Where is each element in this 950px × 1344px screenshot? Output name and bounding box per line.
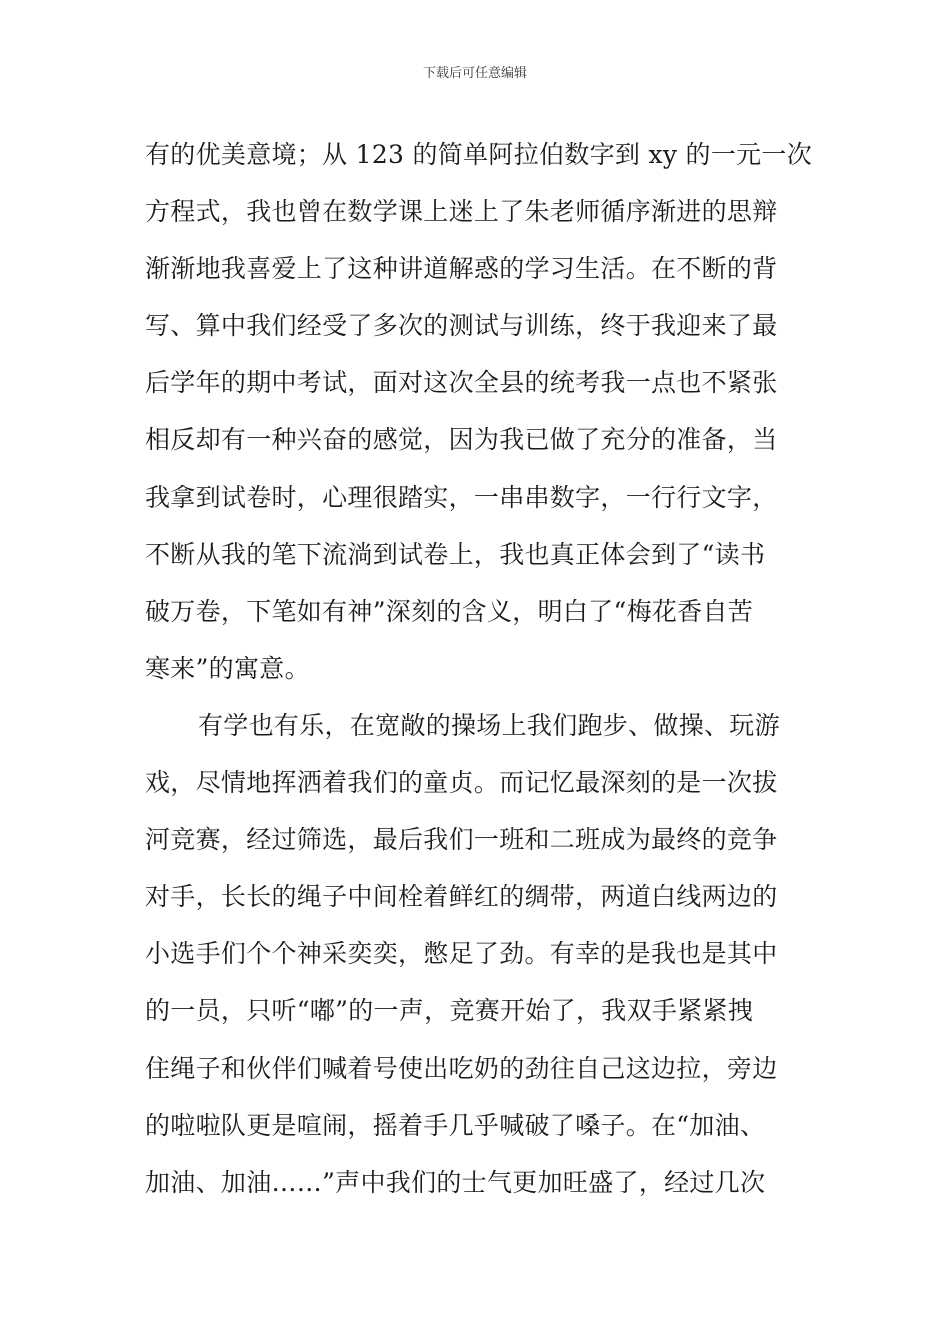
text-line: 的一员，只听“嘟”的一声，竞赛开始了，我双手紧紧拽	[145, 996, 754, 1026]
text-line: 寒来”的寓意。	[145, 653, 310, 683]
text-line: 的啦啦队更是喧闹，摇着手几乎喊破了嗓子。在“加油、	[145, 1110, 766, 1140]
text-line: 方程式，我也曾在数学课上迷上了朱老师循序渐进的思辩	[145, 197, 778, 227]
text-line: 加油、加油……”声中我们的士气更加旺盛了，经过几次	[145, 1167, 766, 1197]
text-line: 河竞赛，经过筛选，最后我们一班和二班成为最终的竞争	[145, 825, 778, 855]
text-line: 住绳子和伙伴们喊着号使出吃奶的劲往自己这边拉，旁边	[145, 1053, 778, 1083]
text-line: 不断从我的笔下流淌到试卷上，我也真正体会到了“读书	[145, 539, 766, 569]
text-line: 小选手们个个神采奕奕，憋足了劲。有幸的是我也是其中	[145, 939, 778, 969]
text-line: 对手，长长的绳子中间栓着鲜红的绸带，两道白线两边的	[145, 882, 778, 912]
text-line: 有的优美意境；从 123 的简单阿拉伯数字到 xy 的一元一次	[145, 140, 813, 169]
text-line: 戏，尽情地挥洒着我们的童贞。而记忆最深刻的是一次拔	[145, 768, 778, 798]
text-line: 相反却有一种兴奋的感觉，因为我已做了充分的准备，当	[145, 425, 778, 455]
text-line: 破万卷，下笔如有神”深刻的含义，明白了“梅花香自苦	[145, 596, 754, 626]
page-header: 下载后可任意编辑	[422, 66, 527, 81]
document-body	[145, 126, 813, 1211]
paragraph-start-line: 有学也有乐，在宽敞的操场上我们跑步、做操、玩游	[198, 710, 780, 740]
text-line: 渐渐地我喜爱上了这种讲道解惑的学习生活。在不断的背	[145, 254, 778, 284]
text-line: 我拿到试卷时，心理很踏实，一串串数字，一行行文字，	[145, 482, 778, 512]
text-line: 后学年的期中考试，面对这次全县的统考我一点也不紧张	[145, 368, 778, 398]
text-line: 写、算中我们经受了多次的测试与训练，终于我迎来了最	[145, 311, 778, 341]
